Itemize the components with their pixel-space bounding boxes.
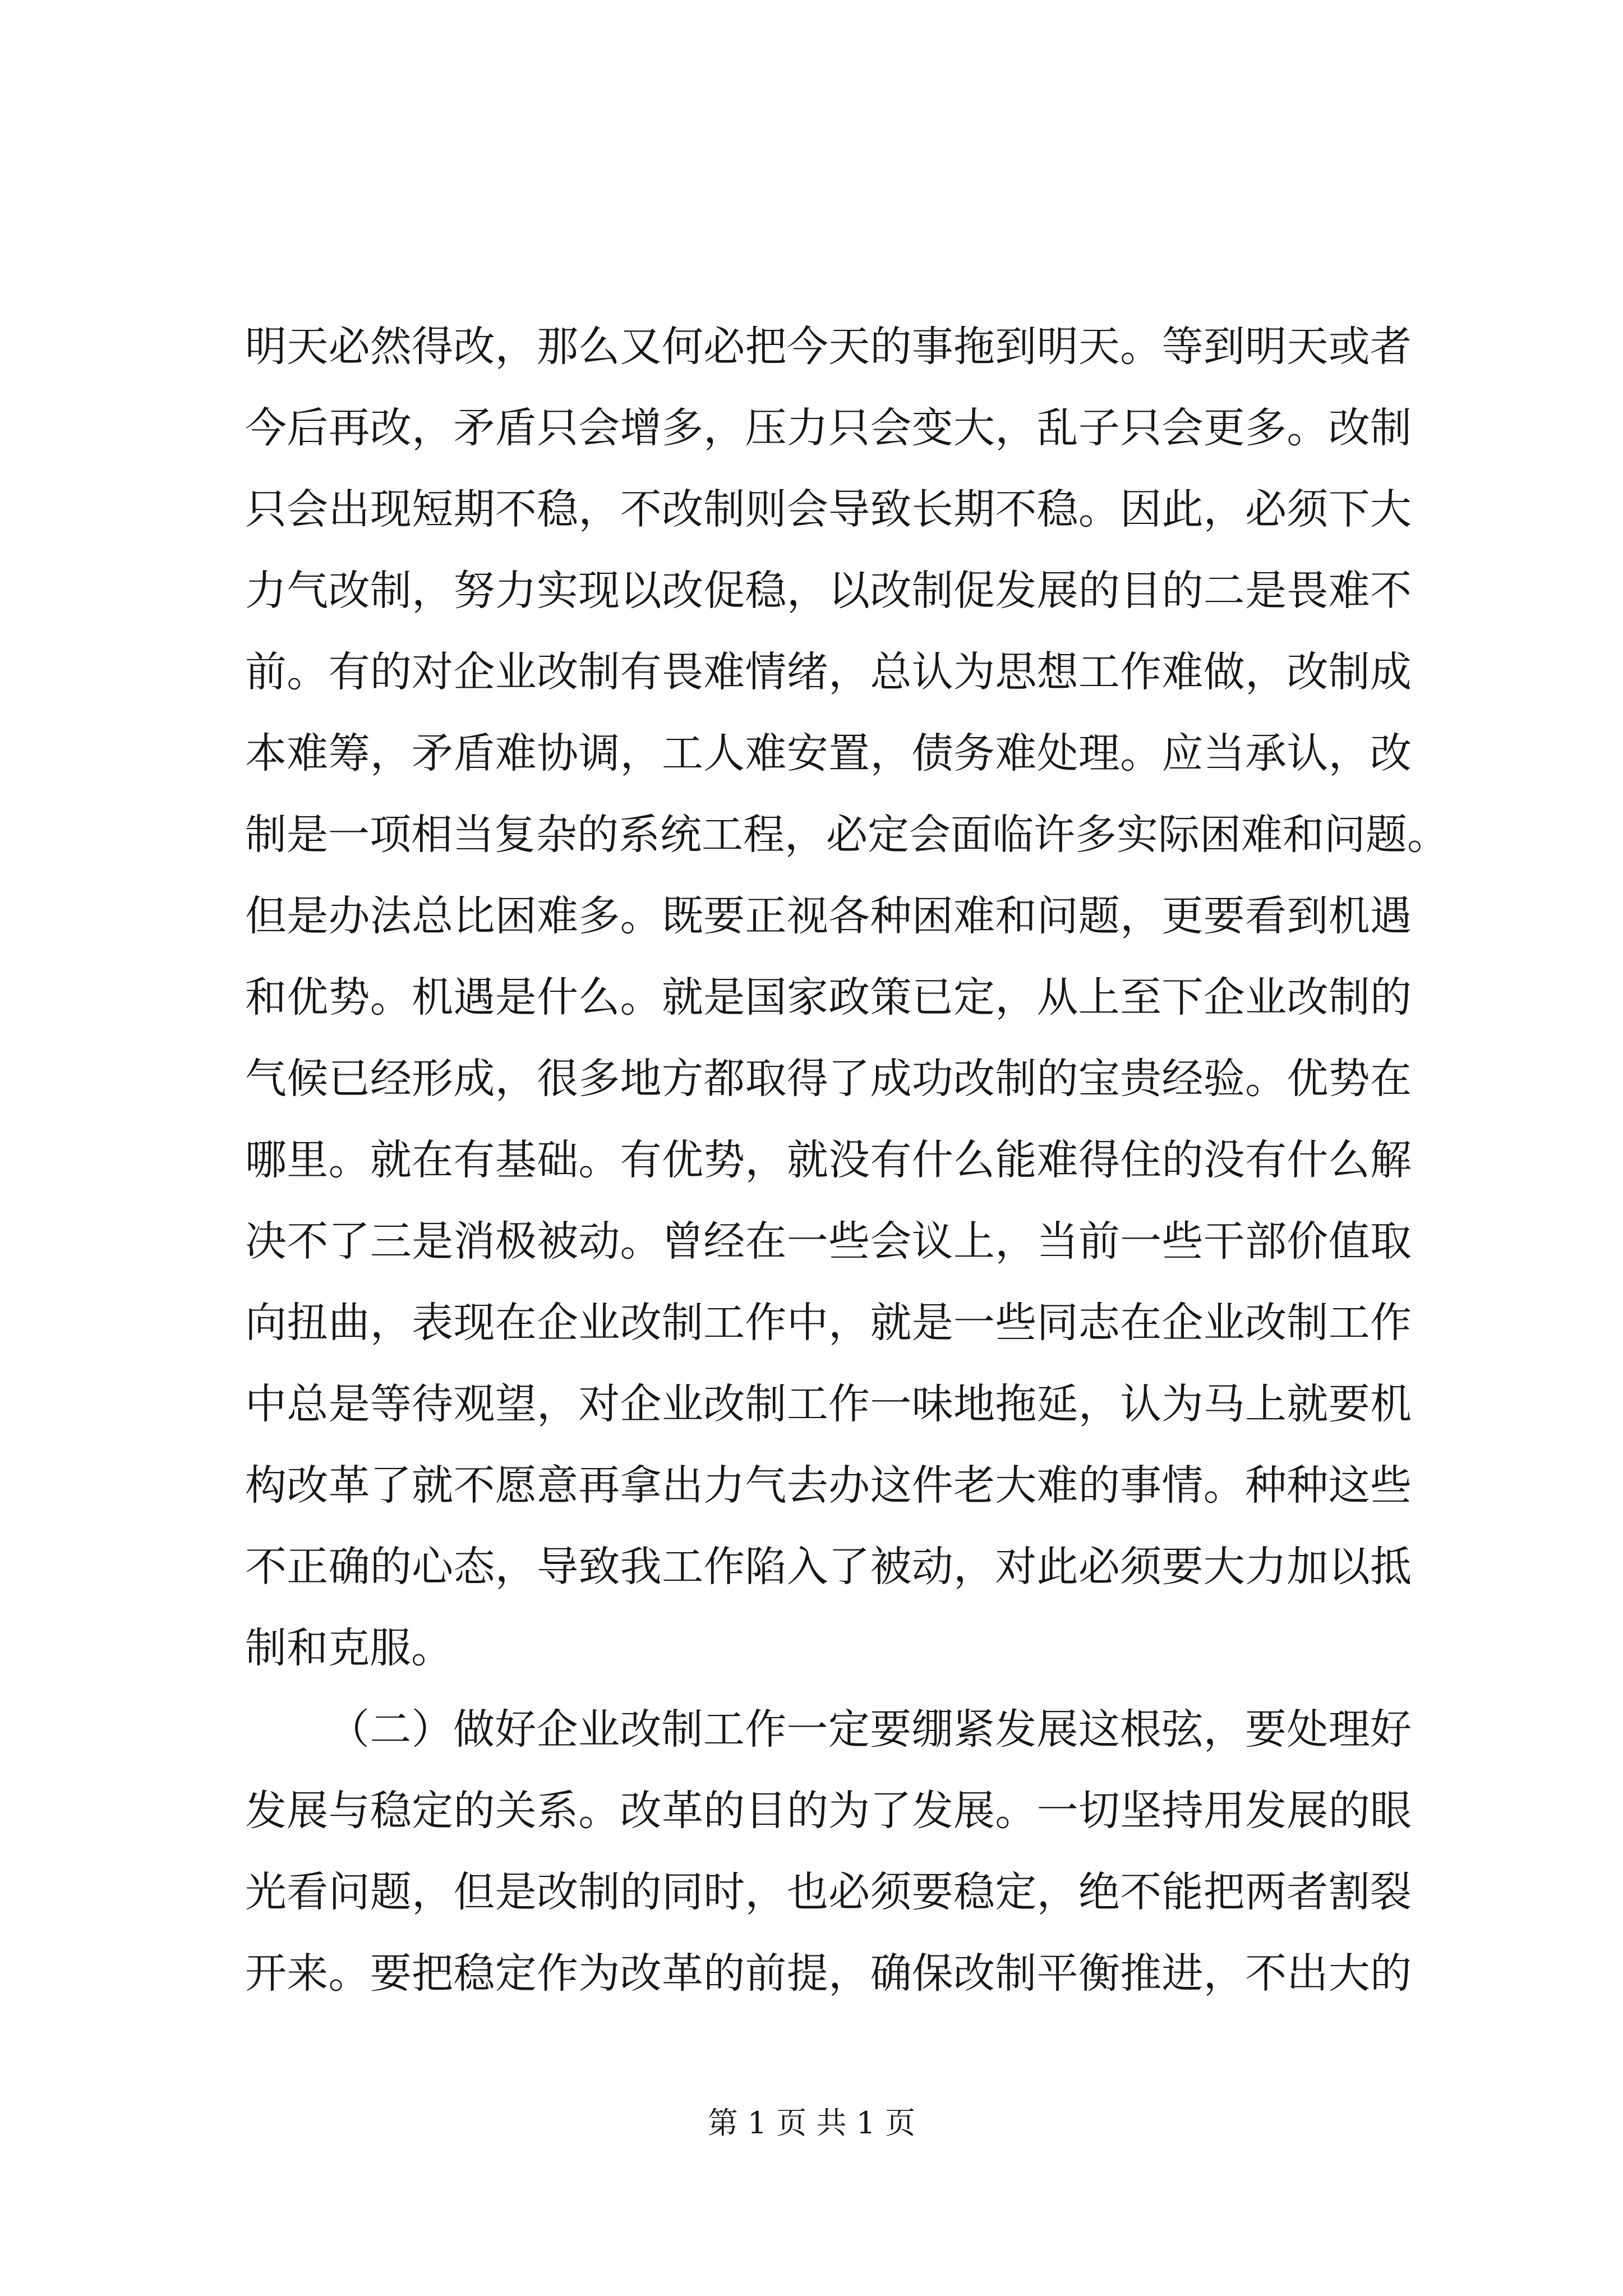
text-line: 只会出现短期不稳，不改制则会导致长期不稳。因此，必须下大 — [245, 485, 1412, 533]
text-line: 决不了三是消极被动。曾经在一些会议上，当前一些干部价值取 — [245, 1217, 1412, 1266]
text-line: 向扭曲，表现在企业改制工作中，就是一些同志在企业改制工作 — [245, 1299, 1412, 1347]
text-line: 和优势。机遇是什么。就是国家政策已定，从上至下企业改制的 — [245, 973, 1412, 1022]
text-line: 中总是等待观望，对企业改制工作一味地拖延，认为马上就要机 — [245, 1380, 1412, 1428]
text-line: 气候已经形成，很多地方都取得了成功改制的宝贵经验。优势在 — [245, 1055, 1412, 1103]
text-line: 哪里。就在有基础。有优势，就没有什么能难得住的没有什么解 — [245, 1136, 1412, 1184]
text-line: 光看问题，但是改制的同时，也必须要稳定，绝不能把两者割裂 — [245, 1868, 1412, 1916]
page-number-footer: 第 1 页 共 1 页 — [707, 2105, 916, 2141]
section-heading-line: （二）做好企业改制工作一定要绷紧发展这根弦，要处理好 — [328, 1705, 1412, 1754]
text-line: 发展与稳定的关系。改革的目的为了发展。一切坚持用发展的眼 — [245, 1787, 1412, 1835]
text-line: 开来。要把稳定作为改革的前提，确保改制平衡推进，不出大的 — [245, 1949, 1412, 1998]
text-line: 力气改制，努力实现以改促稳，以改制促发展的目的二是畏难不 — [245, 567, 1412, 615]
text-line: 前。有的对企业改制有畏难情绪，总认为思想工作难做，改制成 — [245, 648, 1412, 696]
text-line: 构改革了就不愿意再拿出力气去办这件老大难的事情。种种这些 — [245, 1461, 1412, 1510]
text-line: 明天必然得改，那么又何必把今天的事拖到明天。等到明天或者 — [245, 323, 1412, 371]
text-line: 今后再改，矛盾只会增多，压力只会变大，乱子只会更多。改制 — [245, 404, 1412, 452]
text-line: 不正确的心态，导致我工作陷入了被动，对此必须要大力加以抵 — [245, 1543, 1412, 1591]
text-line: 制和克服。 — [245, 1624, 453, 1672]
text-line: 本难筹，矛盾难协调，工人难安置，债务难处理。应当承认，改 — [245, 729, 1412, 777]
text-line: 制是一项相当复杂的系统工程，必定会面临许多实际困难和问题。 — [245, 811, 1449, 859]
text-line: 但是办法总比困难多。既要正视各种困难和问题，更要看到机遇 — [245, 892, 1412, 940]
